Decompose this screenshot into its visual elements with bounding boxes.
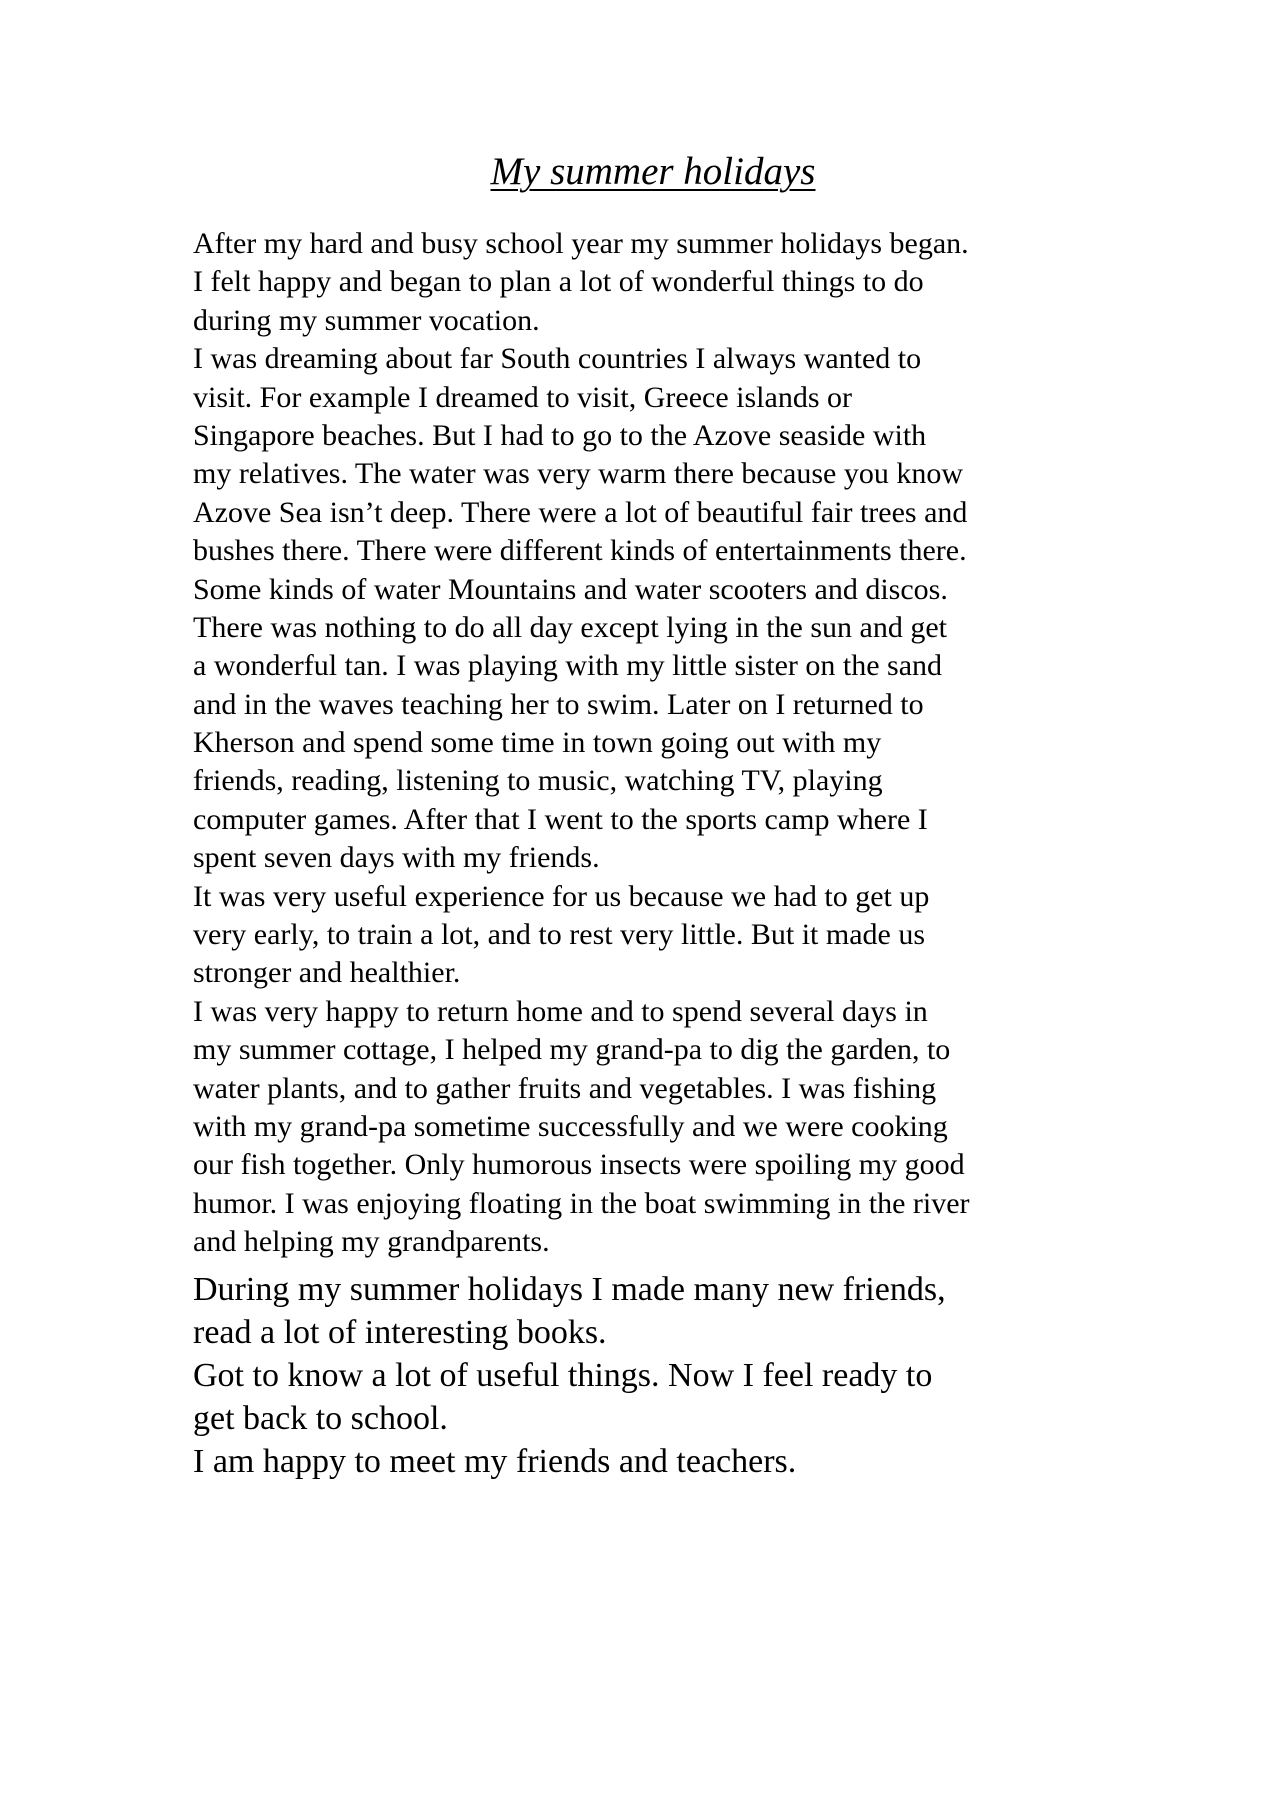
text-line: There was nothing to do all day except lying in the sun and get: [193, 610, 947, 644]
text-line: water plants, and to gather fruits and vegetables. I was fishing: [193, 1071, 937, 1105]
text-line: with my grand-pa sometime successfully and we were cooking: [193, 1109, 948, 1143]
closing-line: get back to school.: [193, 1399, 448, 1437]
text-line: After my hard and busy school year my summer holidays began.: [193, 227, 969, 260]
text-line: It was very useful experience for us because we had to get up: [193, 879, 930, 913]
text-line: Some kinds of water Mountains and water scooters and discos.: [193, 572, 948, 606]
document-title: My summer holidays: [490, 150, 816, 193]
text-line: my summer cottage, I helped my grand-pa to dig the garden, to: [193, 1033, 951, 1067]
closing-line: I am happy to meet my friends and teachers.: [193, 1442, 797, 1480]
text-line: very early, to train a lot, and to rest very little. But it made us: [193, 918, 926, 952]
closing-line: Got to know a lot of useful things. Now I feel ready to: [193, 1356, 933, 1394]
text-line: friends, reading, listening to music, watching TV, playing: [193, 764, 883, 798]
text-line: a wonderful tan. I was playing with my little sister on the sand: [193, 649, 943, 683]
text-line: my relatives. The water was very warm there because you know: [193, 457, 963, 491]
text-line: Azove Sea isn’t deep. There were a lot of beautiful fair trees and: [193, 495, 968, 529]
text-line: our fish together. Only humorous insects were spoiling my good: [193, 1148, 965, 1182]
text-line: I felt happy and began to plan a lot of wonderful things to do: [193, 265, 924, 299]
text-line: bushes there. There were different kinds of entertainments there.: [193, 534, 967, 568]
closing-line: During my summer holidays I made many new friends,: [193, 1270, 946, 1308]
text-line: visit. For example I dreamed to visit, Greece islands or: [193, 380, 852, 414]
text-line: and helping my grandparents.: [193, 1225, 550, 1259]
text-line: and in the waves teaching her to swim. Later on I returned to: [193, 687, 924, 721]
text-line: Kherson and spend some time in town going out with my: [193, 726, 882, 760]
text-line: humor. I was enjoying floating in the boat swimming in the river: [193, 1186, 970, 1220]
closing-line: read a lot of interesting books.: [193, 1313, 607, 1351]
text-line: Singapore beaches. But I had to go to the Azove seaside with: [193, 418, 927, 452]
text-line: stronger and healthier.: [193, 956, 461, 990]
text-line: spent seven days with my friends.: [193, 841, 600, 875]
text-line: computer games. After that I went to the sports camp where I: [193, 802, 928, 836]
text-line: I was very happy to return home and to spend several days in: [193, 994, 928, 1028]
text-line: I was dreaming about far South countries I always wanted to: [193, 342, 922, 376]
text-line: during my summer vocation.: [193, 303, 540, 337]
document-body: [193, 225, 1093, 1483]
